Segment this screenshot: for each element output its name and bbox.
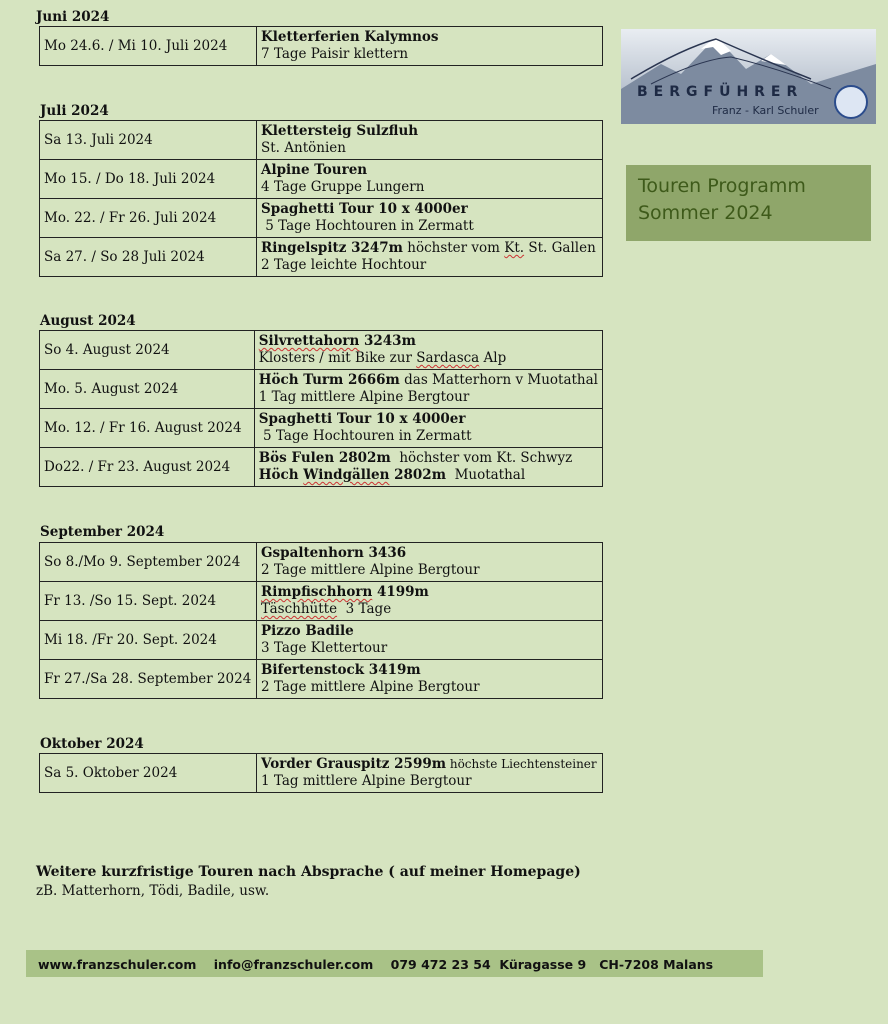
month-heading-september: September 2024 <box>40 524 165 540</box>
month-heading-oktober: Oktober 2024 <box>40 736 144 752</box>
text-segment: höchster vom <box>402 240 505 256</box>
text-segment: 5 Tage Hochtouren in Zermatt <box>261 218 474 234</box>
text-segment: Bifertenstock 3419m <box>261 662 421 678</box>
text-segment: Höch Turm 2666m <box>258 372 400 388</box>
text-segment: Alpine Touren <box>261 162 368 178</box>
text-segment: 3 Tage <box>337 601 392 617</box>
tour-detail-line <box>261 562 598 579</box>
tour-detail-line <box>261 773 598 790</box>
text-segment: höchster vom Kt. Schwyz <box>390 450 573 466</box>
tour-detail-line <box>259 428 598 445</box>
tour-table-juni <box>39 26 603 66</box>
logo-subtitle: Franz - Karl Schuler <box>712 104 819 117</box>
program-title: Touren Programm <box>638 175 806 197</box>
tour-row <box>40 754 603 793</box>
tour-date: So 4. August 2024 <box>40 331 255 370</box>
contact-footer: www.franzschuler.com info@franzschuler.com 079 472 23 54 Küragasse 9 CH-7208 Malans <box>26 950 763 977</box>
tour-description <box>254 370 602 409</box>
tour-description <box>257 660 603 699</box>
tour-title-line <box>261 201 598 218</box>
text-segment: Rimpfischhorn <box>261 584 373 600</box>
tour-date: Fr 27./Sa 28. September 2024 <box>40 660 257 699</box>
tour-row <box>40 370 603 409</box>
tour-table-august <box>39 330 603 487</box>
tour-title-line <box>261 756 598 773</box>
tour-row <box>40 160 603 199</box>
text-segment: 1 Tag mittlere Alpine Bergtour <box>261 773 472 789</box>
tour-table-oktober <box>39 753 603 793</box>
tour-date: Sa 5. Oktober 2024 <box>40 754 257 793</box>
text-segment: 7 Tage Paisir klettern <box>261 46 409 62</box>
text-segment: Klettersteig Sulzfluh <box>261 123 419 139</box>
month-heading-juli: Juli 2024 <box>40 103 109 119</box>
text-segment: Windgällen <box>303 467 390 483</box>
text-segment: Sardasca <box>416 350 480 366</box>
program-subtitle: Sommer 2024 <box>638 202 773 224</box>
tour-detail-line <box>261 140 598 157</box>
text-segment: höchste Liechtensteiner <box>446 757 597 771</box>
tour-row <box>40 199 603 238</box>
text-segment: St. Antönien <box>261 140 346 156</box>
text-segment: 3243m <box>359 333 416 349</box>
text-segment: Silvrettahorn <box>258 333 360 349</box>
text-segment: Pizzo Badile <box>261 623 354 639</box>
month-heading-august: August 2024 <box>40 313 136 329</box>
text-segment: 1 Tag mittlere Alpine Bergtour <box>258 389 470 405</box>
tour-date: So 8./Mo 9. September 2024 <box>40 543 257 582</box>
text-segment: Muotathal <box>445 467 526 483</box>
tour-date: Sa 13. Juli 2024 <box>40 121 257 160</box>
tour-row <box>40 238 603 277</box>
tour-date: Mo. 12. / Fr 16. August 2024 <box>40 409 255 448</box>
tour-date: Mo. 5. August 2024 <box>40 370 255 409</box>
text-segment: Spaghetti Tour 10 x 4000er <box>258 411 466 427</box>
text-segment: 2 Tage mittlere Alpine Bergtour <box>261 679 480 695</box>
text-segment: 3 Tage Klettertour <box>261 640 388 656</box>
tour-table-juli <box>39 120 603 277</box>
text-segment: 4 Tage Gruppe Lungern <box>261 179 425 195</box>
tour-description <box>257 543 603 582</box>
tour-detail-line <box>261 640 598 657</box>
text-segment: 4199m <box>372 584 429 600</box>
tour-title-line <box>261 662 598 679</box>
text-segment: Alp <box>479 350 507 366</box>
tour-detail-line <box>259 467 598 484</box>
text-segment: Bös Fulen 2802m <box>258 450 391 466</box>
text-segment: St. Gallen <box>524 240 596 256</box>
note-heading: Weitere kurzfristige Touren nach Absprache ( auf meiner Homepage) <box>36 864 581 880</box>
tour-row <box>40 660 603 699</box>
text-segment: Ringelspitz 3247m <box>261 240 403 256</box>
text-segment: 2 Tage mittlere Alpine Bergtour <box>261 562 480 578</box>
text-segment: Täschhütte <box>261 601 338 617</box>
text-segment: Kt. <box>504 240 525 256</box>
tour-row <box>40 621 603 660</box>
tour-date: Mo 24.6. / Mi 10. Juli 2024 <box>40 27 257 66</box>
tour-row <box>40 448 603 487</box>
text-segment: Kletterferien Kalymnos <box>261 29 439 45</box>
tour-title-line <box>261 545 598 562</box>
tour-description <box>257 160 603 199</box>
tour-description <box>254 448 602 487</box>
tour-row <box>40 409 603 448</box>
tour-description <box>257 199 603 238</box>
tour-description <box>254 409 602 448</box>
program-box <box>626 165 871 241</box>
tour-description <box>257 121 603 160</box>
tour-detail-line <box>261 679 598 696</box>
tour-date: Fr 13. /So 15. Sept. 2024 <box>40 582 257 621</box>
tour-description <box>257 582 603 621</box>
tour-date: Mi 18. /Fr 20. Sept. 2024 <box>40 621 257 660</box>
tour-description <box>257 27 603 66</box>
month-heading-juni: Juni 2024 <box>36 9 110 25</box>
tour-detail-line <box>259 350 598 367</box>
tour-row <box>40 582 603 621</box>
tour-title-line <box>261 162 598 179</box>
tour-date: Mo 15. / Do 18. Juli 2024 <box>40 160 257 199</box>
tour-detail-line <box>259 389 598 406</box>
tour-detail-line <box>261 179 598 196</box>
tour-title-line <box>259 450 598 467</box>
tour-date: Sa 27. / So 28 Juli 2024 <box>40 238 257 277</box>
tour-description <box>257 621 603 660</box>
tour-title-line <box>261 29 598 46</box>
text-segment: Klosters / mit Bike zur <box>258 350 417 366</box>
tour-title-line <box>261 123 598 140</box>
text-segment: 2802m <box>389 467 446 483</box>
tour-detail-line <box>261 218 598 235</box>
tour-description <box>257 754 603 793</box>
tour-row <box>40 331 603 370</box>
tour-title-line <box>259 372 598 389</box>
text-segment: 5 Tage Hochtouren in Zermatt <box>258 428 472 444</box>
text-segment: Gspaltenhorn 3436 <box>261 545 407 561</box>
tour-title-line <box>259 411 598 428</box>
tour-row <box>40 27 603 66</box>
tour-description <box>257 238 603 277</box>
logo-title: BERGFÜHRER <box>637 84 804 100</box>
tour-row <box>40 121 603 160</box>
note-text: zB. Matterhorn, Tödi, Badile, usw. <box>36 883 270 899</box>
tour-title-line <box>261 623 598 640</box>
text-segment: Vorder Grauspitz 2599m <box>261 756 447 772</box>
text-segment: Höch <box>258 467 304 483</box>
tour-detail-line <box>261 601 598 618</box>
tour-row <box>40 543 603 582</box>
text-segment: Spaghetti Tour 10 x 4000er <box>261 201 468 217</box>
text-segment: 2 Tage leichte Hochtour <box>261 257 427 273</box>
tour-date: Mo. 22. / Fr 26. Juli 2024 <box>40 199 257 238</box>
tour-title-line <box>261 240 598 257</box>
tour-detail-line <box>261 257 598 274</box>
seal-icon <box>834 85 868 119</box>
tour-table-september <box>39 542 603 699</box>
tour-date: Do22. / Fr 23. August 2024 <box>40 448 255 487</box>
text-segment: das Matterhorn v Muotathal <box>399 372 598 388</box>
tour-description <box>254 331 602 370</box>
tour-title-line <box>259 333 598 350</box>
tour-title-line <box>261 584 598 601</box>
tour-detail-line <box>261 46 598 63</box>
bergfuehrer-logo <box>621 29 876 124</box>
